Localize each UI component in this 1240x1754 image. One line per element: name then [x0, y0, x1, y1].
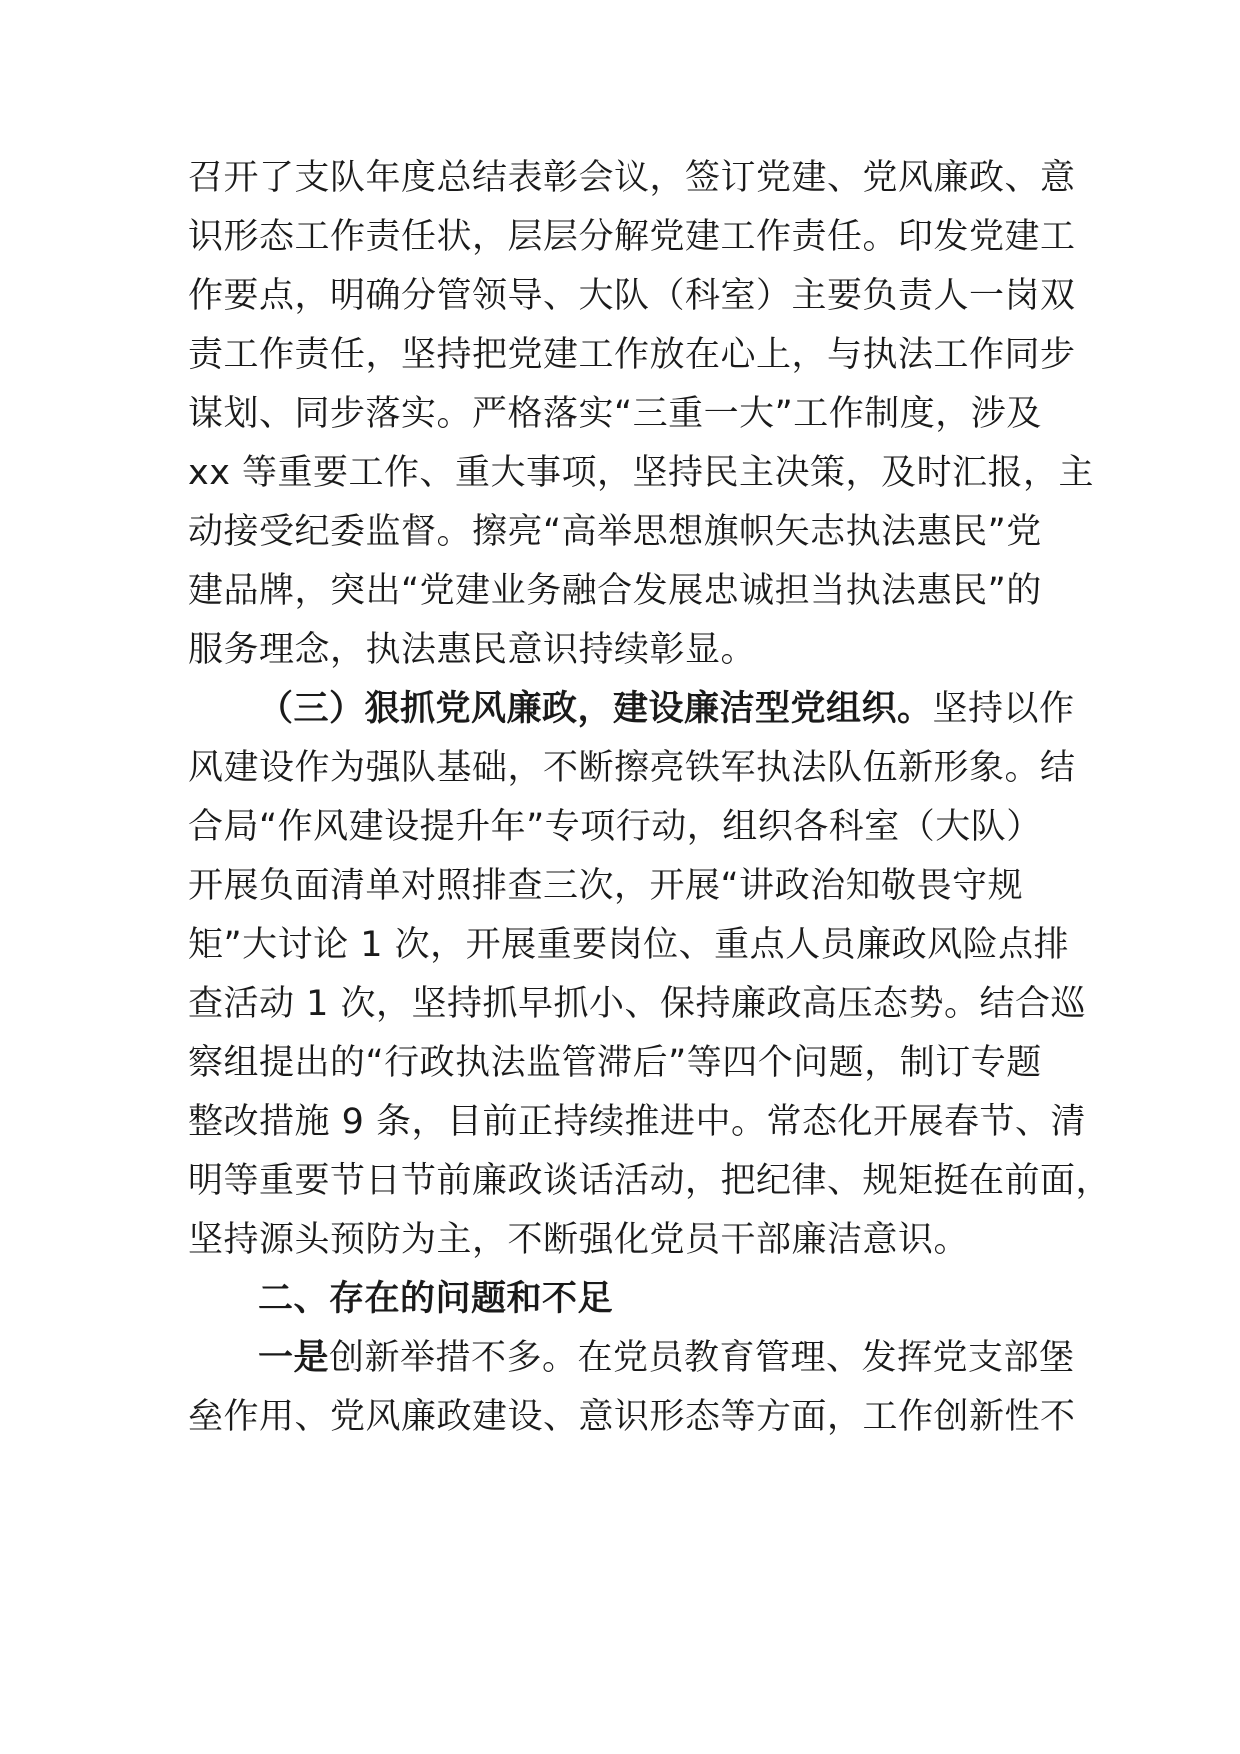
- text-line: 明等重要节日节前廉政谈话活动，把纪律、规矩挺在前面，: [188, 1161, 1112, 1201]
- text-line: 查活动 1 次，坚持抓早抓小、保持廉政高压态势。结合巡: [188, 984, 1087, 1024]
- text-span: 创新举措不多。在党员教育管理、发挥党支部堡: [329, 1338, 1075, 1378]
- item-1-label: 一是: [258, 1338, 330, 1378]
- text-line: 垒作用、党风廉政建设、意识形态等方面，工作创新性不: [188, 1397, 1076, 1437]
- text-line: 合局“作风建设提升年”专项行动，组织各科室（大队）: [188, 807, 1042, 847]
- text-line: 作要点，明确分管领导、大队（科室）主要负责人一岗双: [188, 276, 1076, 316]
- section-3-paragraph-start: [258, 687, 1075, 731]
- text-line: 动接受纪委监督。擦亮“高举思想旗帜矢志执法惠民”党: [188, 512, 1042, 552]
- text-line: 谋划、同步落实。严格落实“三重一大”工作制度，涉及: [188, 394, 1042, 434]
- section-2-heading: 二、存在的问题和不足: [258, 1279, 614, 1319]
- text-span: 坚持以作: [932, 689, 1075, 729]
- text-line: xx 等重要工作、重大事项，坚持民主决策，及时汇报，主: [188, 453, 1095, 493]
- text-line: 整改措施 9 条，目前正持续推进中。常态化开展春节、清: [188, 1102, 1087, 1142]
- text-line: 察组提出的“行政执法监管滞后”等四个问题，制订专题: [188, 1043, 1042, 1083]
- text-line: 矩”大讨论 1 次，开展重要岗位、重点人员廉政风险点排: [188, 925, 1070, 965]
- section-3-heading: （三）狠抓党风廉政，建设廉洁型党组织。: [258, 689, 933, 729]
- text-line: 风建设作为强队基础，不断擦亮铁军执法队伍新形象。结: [188, 748, 1076, 788]
- text-line: 开展负面清单对照排查三次，开展“讲政治知敬畏守规: [188, 866, 1024, 906]
- text-line: 服务理念，执法惠民意识持续彰显。: [188, 630, 757, 670]
- item-1-paragraph-start: [258, 1336, 1075, 1380]
- text-line: 责工作责任，坚持把党建工作放在心上，与执法工作同步: [188, 335, 1076, 375]
- text-line: 识形态工作责任状，层层分解党建工作责任。印发党建工: [188, 217, 1076, 257]
- text-line: 召开了支队年度总结表彰会议，签订党建、党风廉政、意: [188, 158, 1076, 198]
- text-line: 坚持源头预防为主，不断强化党员干部廉洁意识。: [188, 1220, 970, 1260]
- text-line: 建品牌，突出“党建业务融合发展忠诚担当执法惠民”的: [188, 571, 1042, 611]
